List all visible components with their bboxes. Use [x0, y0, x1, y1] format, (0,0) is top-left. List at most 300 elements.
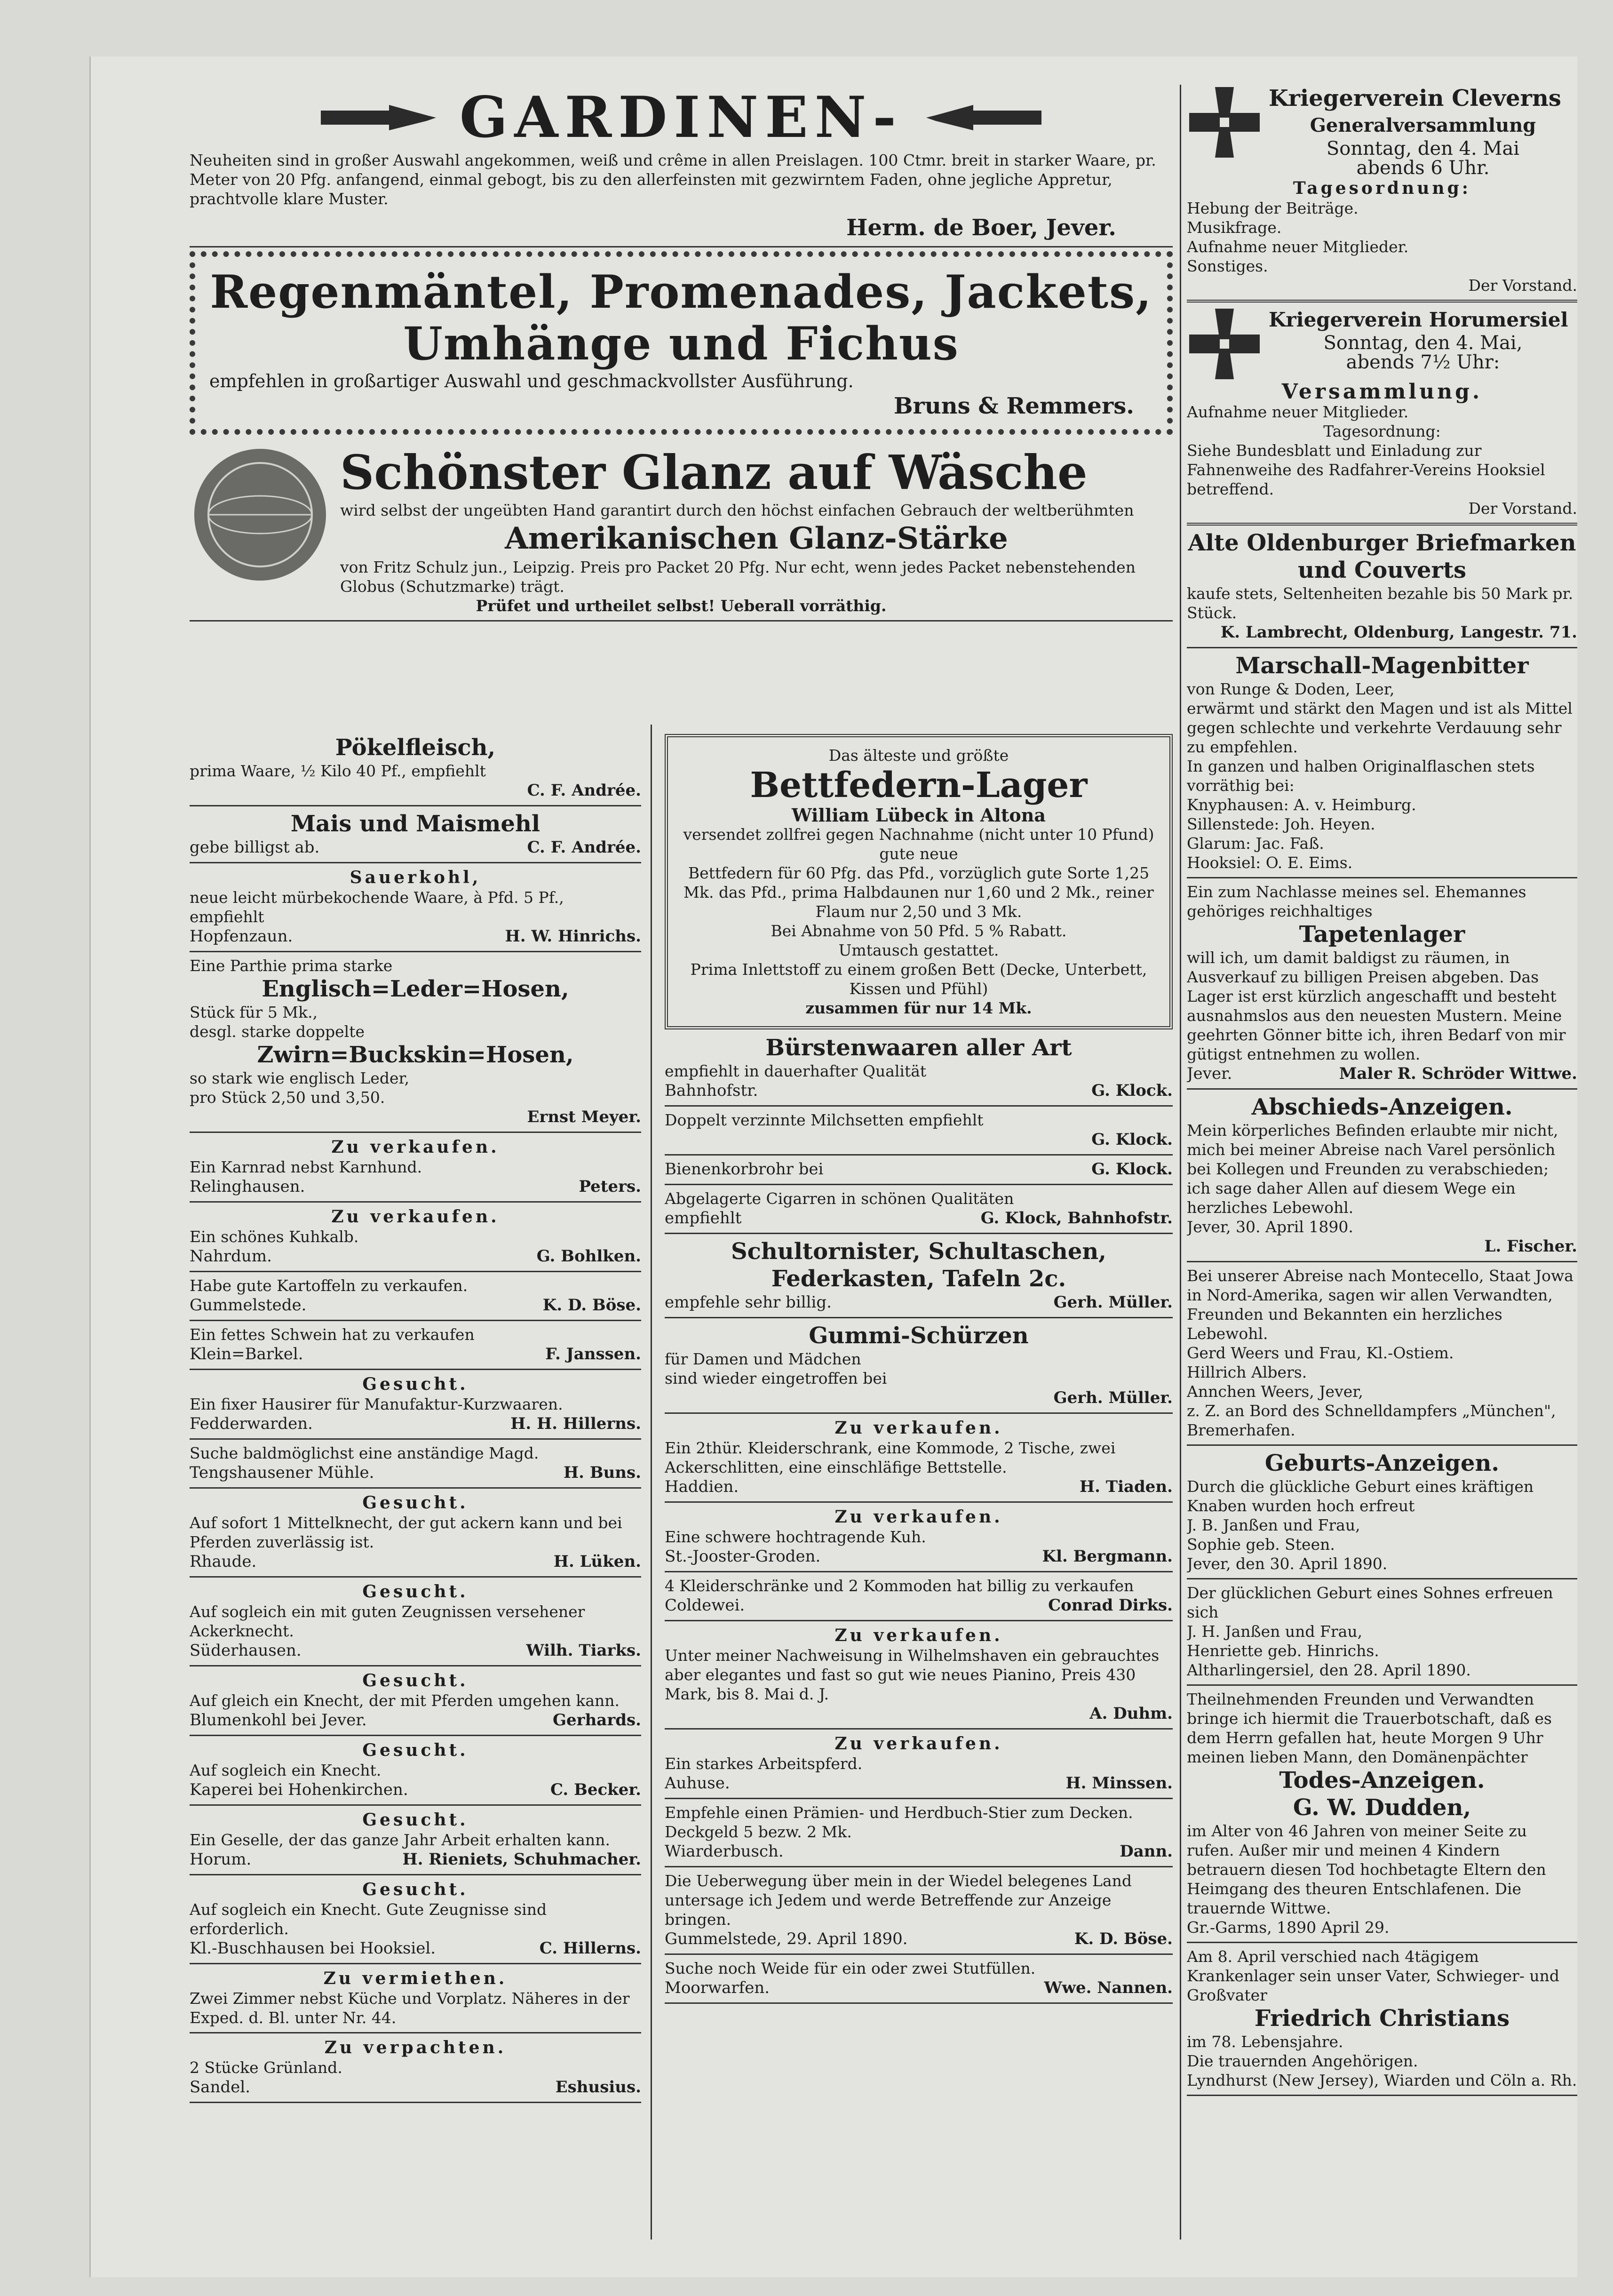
bettfedern-sub: William Lübeck in Altona [792, 805, 1046, 826]
krieger1-sub: Generalversammlung [1310, 114, 1536, 136]
divider [190, 1132, 641, 1133]
ad-place: Moorwarfen. [665, 1978, 770, 1997]
ad-name: G. W. Dudden, [1293, 1794, 1471, 1821]
ad-signature-row [1187, 1064, 1577, 1084]
globe-trademark-seal-icon [190, 444, 331, 585]
ad-text: Hillrich Albers. [1187, 1363, 1307, 1381]
classified-ad [665, 1625, 1173, 1723]
ad-text: Sillenstede: Joh. Heyen. [1187, 815, 1375, 833]
ad-place: Hopfenzaun. [190, 927, 293, 946]
ad-signature-row [665, 1595, 1173, 1615]
krieger1-agenda-item: Hebung der Beiträge. [1187, 199, 1359, 217]
ad-place: Horum. [190, 1850, 252, 1869]
divider [190, 2032, 641, 2033]
ad-signature: Wwe. Nannen. [1044, 1978, 1173, 1997]
ad-text: Am 8. April verschied nach 4tägigem Krankenlager sein unser Vater, Schwieger- und Großvater [1187, 1947, 1560, 2004]
divider [190, 1665, 641, 1666]
ad-text: Eine Parthie prima starke [190, 957, 393, 975]
divider [1187, 877, 1577, 878]
ad-heading: Zu verkaufen. [331, 1137, 500, 1157]
ad-signature: C. F. Andrée. [527, 838, 641, 857]
ad-title: Geburts-Anzeigen. [1264, 1450, 1500, 1476]
ad-text: Auf gleich ein Knecht, der mit Pferden umgehen kann. [190, 1691, 620, 1710]
classified-ad [665, 1803, 1173, 1861]
ad-signature: G. Klock, Bahnhofstr. [980, 1209, 1173, 1228]
ad-signature-row [665, 1704, 1173, 1723]
ad-text: Ein schönes Kuhkalb. [190, 1228, 359, 1246]
ad-title: Zwirn=Buckskin=Hosen, [257, 1042, 574, 1068]
ad-text: sind wieder eingetroffen bei [665, 1369, 887, 1387]
ad-text: Ein Karnrad nebst Karnhund. [190, 1158, 422, 1176]
ad-text: J. B. Janßen und Frau, [1187, 1516, 1360, 1534]
ad-signature: Ernst Meyer. [527, 1108, 641, 1126]
ad-signature: H. Minssen. [1065, 1774, 1173, 1793]
ad-signature-row [665, 1081, 1173, 1100]
ad-signature-row [665, 1978, 1173, 1998]
ad-text: prima Waare, ½ Kilo 40 Pf., empfiehlt [190, 762, 486, 780]
bettfedern-line: Bei Abnahme von 50 Pfd. 5 % Rabatt. [771, 922, 1067, 940]
ad-signature-row [665, 1773, 1173, 1793]
column-rule-right [1180, 85, 1181, 2240]
ad-signature-row [190, 1344, 641, 1364]
krieger1-agenda-item: Musikfrage. [1187, 218, 1282, 237]
ad-signature: G. Klock. [1091, 1081, 1173, 1100]
ad-place: gebe billigst ab. [190, 838, 320, 857]
ad-kriegerverein-horumersiel [1187, 306, 1577, 518]
divider [190, 620, 1173, 622]
glanz-title: Schönster Glanz auf Wäsche [340, 445, 1088, 500]
gardinen-body: Neuheiten sind in großer Auswahl angekommen, weiß und crême in allen Preislagen. 100 Ctmr. breit in starker Waare, pr. Meter von 20 Pfg. anfangend, einmal gebogt, bis zu den allerfeinsten mit gezwirntem Faden, ohne jegliche Appretur, prachtvolle klare Muster. [190, 151, 1156, 208]
pointing-hand-right-icon [318, 101, 441, 134]
ad-title: Bürstenwaaren aller Art [765, 1035, 1072, 1061]
ad-signature: Gerh. Müller. [1053, 1293, 1173, 1312]
ad-name: Friedrich Christians [1254, 2005, 1510, 2032]
ad-text: Zwei Zimmer nebst Küche und Vorplatz. Näheres in der Exped. d. Bl. unter Nr. 44. [190, 1989, 630, 2027]
ad-heading: Zu verkaufen. [834, 1418, 1003, 1438]
krieger2-date: Sonntag, den 4. Mai, [1323, 332, 1523, 354]
ad-text: Jever, den 30. April 1890. [1187, 1555, 1388, 1573]
divider [1187, 523, 1577, 526]
divider [665, 1728, 1173, 1730]
ad-place: Blumenkohl bei Jever. [190, 1711, 367, 1730]
ad-text: kaufe stets, Seltenheiten bezahle bis 50 Mark pr. Stück. [1187, 584, 1573, 622]
classified-ad [665, 1110, 1173, 1149]
ad-title: Marschall-Magenbitter [1235, 653, 1529, 679]
divider [190, 2102, 641, 2103]
column-left [190, 85, 1173, 625]
divider [665, 1620, 1173, 1621]
ad-heading: Gesucht. [362, 1810, 469, 1830]
ad-heading: Gesucht. [362, 1740, 469, 1760]
ad-title: Todes-Anzeigen. [1279, 1767, 1485, 1794]
krieger2-sub: Versammlung. [1281, 380, 1483, 404]
ad-bettfedern [665, 734, 1173, 1029]
ad-text: erwärmt und stärkt den Magen und ist als Mittel gegen schlechte und verkehrte Verdauung sehr zu empfehlen. [1187, 699, 1573, 756]
ad-signature-row [190, 837, 641, 857]
ad-kriegerverein-cleverns [1187, 85, 1577, 295]
ad-signature: Kl. Bergmann. [1042, 1547, 1173, 1566]
ad-text: Doppelt verzinnte Milchsetten empfiehlt [665, 1111, 984, 1129]
column-middle [665, 734, 1173, 2008]
ad-signature-row [190, 1710, 641, 1730]
classified-ad [665, 1418, 1173, 1497]
ad-signature: C. Hillerns. [539, 1939, 641, 1958]
ad-text: empfiehlt in dauerhafter Qualität [665, 1062, 927, 1080]
ad-signature-row [1187, 622, 1577, 642]
ad-signature: H. H. Hillerns. [510, 1414, 641, 1433]
ad-text: Hooksiel: O. E. Eims. [1187, 853, 1353, 872]
ad-text: Eine schwere hochtragende Kuh. [665, 1528, 926, 1546]
classified-ad [665, 1733, 1173, 1793]
ad-signature-row [190, 1780, 641, 1800]
classified-ad [1187, 1450, 1577, 1573]
divider [665, 1154, 1173, 1156]
regenmaentel-line3: empfehlen in großartiger Auswahl und geschmackvollster Ausführung. [209, 371, 854, 391]
gardinen-signature: Herm. de Boer, Jever. [846, 215, 1116, 241]
ad-signature: Dann. [1120, 1842, 1173, 1861]
ad-signature: C. F. Andrée. [527, 781, 641, 800]
ad-text: In ganzen und halben Originalflaschen stets vorräthig bei: [1187, 757, 1535, 795]
ad-signature-row [665, 1388, 1173, 1408]
ad-signature-row [190, 1414, 641, 1434]
ad-text: Gr.-Garms, 1890 April 29. [1187, 1918, 1390, 1937]
ad-signature-row [190, 1938, 641, 1958]
ad-signature: G. Klock. [1091, 1160, 1173, 1179]
ad-text: Henriette geb. Hinrichs. [1187, 1642, 1379, 1660]
ad-signature: Conrad Dirks. [1048, 1596, 1173, 1615]
ad-place: Kl.-Buschhausen bei Hooksiel. [190, 1939, 436, 1958]
ad-signature-row [190, 1295, 641, 1315]
divider [190, 1963, 641, 1964]
ad-text: Auf sogleich ein mit guten Zeugnissen versehener Ackerknecht. [190, 1602, 585, 1640]
divider [190, 1201, 641, 1203]
ad-title: Alte Oldenburger Briefmarken und Couverts [1188, 530, 1576, 583]
ad-text: Die Ueberwegung über mein in der Wiedel belegenes Land untersage ich Jedem und werde Betreffende zur Anzeige bringen. [665, 1872, 1132, 1929]
ad-signature-row [665, 1842, 1173, 1861]
bettfedern-intro: Das älteste und größte [828, 746, 1009, 765]
ad-text: z. Z. an Bord des Schnelldampfers „München", Bremerhafen. [1187, 1402, 1556, 1439]
ad-text: im Alter von 46 Jahren von meiner Seite zu rufen. Außer mir und meinen 4 Kindern betrauern diesen Tod hochbetagte Eltern den Heimgang des theuren Entschlafenen. Die trauernde Wittwe. [1187, 1822, 1546, 1917]
ad-heading: Gesucht. [362, 1582, 469, 1602]
divider [665, 1501, 1173, 1503]
classified-ad [190, 1810, 641, 1869]
ad-signature-row [665, 1547, 1173, 1566]
classified-ad [190, 1581, 641, 1660]
ad-heading: Zu vermiethen. [323, 1969, 508, 1988]
bettfedern-title: Bettfedern-Lager [750, 765, 1088, 805]
iron-cross-icon [1187, 306, 1262, 382]
ad-place: Relinghausen. [190, 1177, 305, 1196]
ad-signature: H. Tiaden. [1079, 1477, 1173, 1496]
krieger1-time: abends 6 Uhr. [1356, 157, 1490, 179]
ad-text: Die trauernden Angehörigen. [1187, 2052, 1418, 2070]
ad-signature-row [190, 926, 641, 946]
divider [665, 1798, 1173, 1799]
classified-ad [1187, 882, 1577, 1084]
divider [1187, 1444, 1577, 1446]
regenmaentel-line1: Regenmäntel, Promenades, Jackets, [210, 265, 1152, 319]
ad-text: für Damen und Mädchen [665, 1350, 861, 1368]
divider [665, 1105, 1173, 1107]
ad-signature-row [190, 1552, 641, 1571]
ad-signature: Eshusius. [555, 2078, 641, 2097]
classified-ad [1187, 1093, 1577, 1256]
ad-text: desgl. starke doppelte [190, 1022, 365, 1041]
ad-place: empfehle sehr billig. [665, 1293, 832, 1312]
ad-text: von Runge & Doden, Leer, [1187, 680, 1395, 698]
column-rule-left [651, 725, 652, 2240]
classified-ad [665, 1959, 1173, 1998]
column-left-small-ads [190, 734, 641, 2107]
ad-place: Rhaude. [190, 1552, 257, 1571]
classified-ad [190, 734, 641, 800]
divider [190, 805, 641, 806]
ad-title: Mais und Maismehl [290, 811, 540, 837]
krieger1-signature: Der Vorstand. [1468, 276, 1577, 295]
classified-ad [190, 1325, 641, 1364]
ad-place: Auhuse. [665, 1774, 730, 1793]
ad-place: Kaperei bei Hohenkirchen. [190, 1780, 408, 1799]
classified-ad [190, 1968, 641, 2027]
divider [1187, 1261, 1577, 1262]
ad-text: Ein zum Nachlasse meines sel. Ehemannes gehöriges reichhaltiges [1187, 883, 1526, 920]
krieger1-title: Kriegerverein Cleverns [1269, 85, 1561, 112]
ad-signature: Gerhards. [553, 1711, 641, 1730]
ad-signature-row [190, 1246, 641, 1266]
divider [1187, 1942, 1577, 1943]
ad-heading: Zu verkaufen. [834, 1507, 1003, 1527]
ad-signature: K. D. Böse. [542, 1296, 641, 1315]
gardinen-title-row [190, 85, 1173, 151]
ad-signature-row [190, 1107, 641, 1127]
classified-ad [190, 1670, 641, 1730]
ad-signature: H. Buns. [564, 1463, 641, 1482]
classified-ad [190, 1492, 641, 1571]
divider [1187, 647, 1577, 648]
divider [190, 1735, 641, 1736]
classified-ad [190, 1137, 641, 1196]
ad-place: Jever. [1187, 1064, 1232, 1083]
ad-text: J. H. Janßen und Frau, [1187, 1622, 1363, 1641]
bettfedern-line: Bettfedern für 60 Pfg. das Pfd., vorzüglich gute Sorte 1,25 Mk. das Pfd., prima Halbdaunen nur 1,60 und 2 Mk., reiner Flaum nur 2,50 und 3 Mk. [683, 864, 1154, 921]
ad-text: Lyndhurst (New Jersey), Wiarden und Cöln a. Rh. [1187, 2071, 1577, 2089]
ad-text: Stück für 5 Mk., [190, 1003, 318, 1021]
ad-place: Wiarderbusch. [665, 1842, 784, 1861]
divider [190, 1369, 641, 1370]
ad-title: Tapetenlager [1299, 921, 1465, 948]
krieger1-agenda-item: Sonstiges. [1187, 257, 1268, 275]
ad-text: Empfehle einen Prämien- und Herdbuch-Stier zum Decken. Deckgeld 5 bezw. 2 Mk. [665, 1803, 1133, 1841]
classified-ad [190, 1206, 641, 1266]
ad-place: St.-Jooster-Groden. [665, 1547, 821, 1566]
ad-title: Englisch=Leder=Hosen, [262, 976, 569, 1002]
ad-title: Schultornister, Schultaschen, Federkasten, Tafeln 2c. [731, 1238, 1106, 1292]
classified-ad [665, 1576, 1173, 1615]
divider [665, 1317, 1173, 1318]
ad-text: Suche noch Weide für ein oder zwei Stutfüllen. [665, 1959, 1036, 1977]
ad-text: 2 Stücke Grünland. [190, 2058, 342, 2077]
classified-ad [190, 1374, 641, 1434]
divider [665, 1412, 1173, 1414]
divider [665, 2002, 1173, 2004]
divider [1187, 300, 1577, 303]
ad-signature: K. Lambrecht, Oldenburg, Langestr. 71. [1220, 623, 1577, 642]
classified-ad [190, 867, 641, 946]
ad-text: Auf sofort 1 Mittelknecht, der gut ackern kann und bei Pferden zuverlässig ist. [190, 1514, 622, 1551]
divider [190, 1320, 641, 1321]
classified-ad [665, 1322, 1173, 1408]
ad-heading: Gesucht. [362, 1671, 469, 1690]
krieger2-signature: Der Vorstand. [1468, 499, 1577, 518]
ad-text: Ein fettes Schwein hat zu verkaufen [190, 1325, 475, 1344]
bettfedern-line: versendet zollfrei gegen Nachnahme (nicht unter 10 Pfund) gute neue [683, 825, 1154, 863]
ad-place: Klein=Barkel. [190, 1345, 303, 1363]
glanz-footer: Prüfet und urtheilet selbst! Ueberall vorräthig. [476, 597, 887, 615]
divider [665, 1184, 1173, 1185]
ad-text: so stark wie englisch Leder, [190, 1069, 410, 1087]
ad-place: Gummelstede. [190, 1296, 307, 1315]
ad-title: Gummi-Schürzen [809, 1323, 1029, 1349]
krieger2-line: Tagesordnung: [1323, 422, 1441, 440]
ad-place: Tengshausener Mühle. [190, 1463, 374, 1482]
glanz-body1: wird selbst der ungeübten Hand garantirt durch den höchst einfachen Gebrauch der weltberühmten [340, 501, 1134, 519]
pointing-hand-left-icon [922, 101, 1044, 134]
divider [190, 1576, 641, 1578]
classified-ad [190, 1879, 641, 1958]
ad-signature-row [665, 1208, 1173, 1228]
divider [190, 1874, 641, 1875]
ad-signature-row [190, 1850, 641, 1869]
ad-text: neue leicht mürbekochende Waare, à Pfd. 5 Pf., empfiehlt [190, 888, 564, 926]
divider [665, 1571, 1173, 1572]
ad-text: Ein Geselle, der das ganze Jahr Arbeit erhalten kann. [190, 1831, 610, 1849]
ad-signature: Wilh. Tiarks. [526, 1641, 641, 1660]
ad-text: 4 Kleiderschränke und 2 Kommoden hat billig zu verkaufen [665, 1577, 1134, 1595]
iron-cross-icon [1187, 85, 1262, 160]
ad-signature: F. Janssen. [545, 1345, 641, 1363]
ad-text: Habe gute Kartoffeln zu verkaufen. [190, 1276, 468, 1295]
classified-ad [1187, 652, 1577, 872]
ad-text: will ich, um damit baldigst zu räumen, in Ausverkauf zu billigen Preisen abgeben. Das Lager ist erst kürzlich angeschafft und besteht ausnahmslos aus den neuesten Mustern. Meine geehrten Gönner bitte ich, ihren Bedarf von mir gütigst entnehmen zu wollen. [1187, 949, 1566, 1063]
divider [1187, 1578, 1577, 1579]
regenmaentel-signature: Bruns & Remmers. [893, 393, 1134, 419]
krieger1-agenda-head: Tagesordnung: [1293, 178, 1471, 198]
ad-heading: Zu verkaufen. [331, 1207, 500, 1227]
ad-text: Glarum: Jac. Faß. [1187, 834, 1324, 853]
classified-ad [1187, 1583, 1577, 1680]
classified-ad [190, 1276, 641, 1315]
ad-signature-row [190, 2077, 641, 2097]
ad-place: empfiehlt [665, 1209, 742, 1228]
ad-signature-row [1187, 1236, 1577, 1256]
divider [190, 1271, 641, 1272]
classified-ad [1187, 1690, 1577, 1937]
classified-ad [190, 810, 641, 857]
ad-heading: Sauerkohl, [350, 868, 481, 887]
krieger2-title: Kriegerverein Horumersiel [1269, 308, 1568, 331]
ad-signature: L. Fischer. [1484, 1237, 1577, 1256]
ad-gardinen [190, 85, 1173, 241]
ad-signature: G. Bohlken. [536, 1247, 641, 1266]
ad-place: Bahnhofstr. [665, 1081, 758, 1100]
divider [1187, 1684, 1577, 1686]
ad-place: Gummelstede, 29. April 1890. [665, 1929, 908, 1948]
ad-place: Bienenkorbrohr bei [665, 1160, 824, 1179]
glanz-product: Amerikanischen Glanz-Stärke [505, 521, 1008, 556]
krieger1-agenda-item: Aufnahme neuer Mitglieder. [1187, 238, 1409, 256]
ad-signature: C. Becker. [550, 1780, 641, 1799]
ad-text: Ein fixer Hausirer für Manufaktur-Kurzwaaren. [190, 1395, 563, 1413]
divider [190, 1804, 641, 1806]
ad-title: Pökelfleisch, [335, 734, 496, 761]
classified-ad [190, 1443, 641, 1483]
bettfedern-line: zusammen für nur 14 Mk. [805, 999, 1032, 1017]
classified-ad [190, 956, 641, 1127]
ad-heading: Zu verpachten. [324, 2038, 507, 2057]
glanz-body2: von Fritz Schulz jun., Leipzig. Preis pro Packet 20 Pfg. Nur echt, wenn jedes Packet nebenstehenden Globus (Schutzmarke) trägt. [340, 558, 1136, 596]
ad-text: Der glücklichen Geburt eines Sohnes erfreuen sich [1187, 1584, 1553, 1621]
ad-text: Auf sogleich ein Knecht. Gute Zeugnisse sind erforderlich. [190, 1900, 547, 1938]
ad-signature-row [190, 1177, 641, 1196]
ad-heading: Gesucht. [362, 1493, 469, 1513]
ad-signature-row [665, 1292, 1173, 1312]
ad-text: Mein körperliches Befinden erlaubte mir nicht, mich bei meiner Abreise nach Varel persönlich bei Kollegen und Freunden zu verabschieden; ich sage daher Allen auf diesem Wege ein herzliches Lebewohl. [1187, 1121, 1558, 1217]
classified-ad [1187, 1266, 1577, 1440]
divider [190, 951, 641, 952]
divider [1187, 2095, 1577, 2096]
classified-ad [665, 1159, 1173, 1179]
classified-ad [665, 1189, 1173, 1228]
ad-text: Auf sogleich ein Knecht. [190, 1761, 381, 1779]
ad-heading: Zu verkaufen. [834, 1626, 1003, 1645]
krieger2-line: Siehe Bundesblatt und Einladung zur Fahnenweihe des Radfahrer-Vereins Hooksiel betreffend. [1187, 441, 1545, 498]
ad-signature-row [190, 781, 641, 800]
ad-signature-row [665, 1130, 1173, 1149]
ad-heading: Zu verkaufen. [834, 1734, 1003, 1754]
divider [665, 1866, 1173, 1867]
ad-text: Abgelagerte Cigarren in schönen Qualitäten [665, 1189, 1014, 1208]
classified-ad [1187, 1947, 1577, 2090]
classified-ad [665, 1034, 1173, 1100]
classified-ad [665, 1871, 1173, 1949]
ad-text: pro Stück 2,50 und 3,50. [190, 1088, 385, 1107]
ad-signature-row [190, 1463, 641, 1483]
bettfedern-line: Umtausch gestattet. [838, 941, 999, 959]
ad-text: Gerd Weers und Frau, Kl.-Ostiem. [1187, 1344, 1454, 1362]
divider [1187, 1088, 1577, 1090]
ad-place: Haddien. [665, 1477, 739, 1496]
ad-signature-row [665, 1477, 1173, 1497]
ad-place: Coldewei. [665, 1596, 745, 1615]
ad-text: Suche baldmöglichst eine anständige Magd. [190, 1444, 539, 1462]
krieger2-time: abends 7½ Uhr: [1346, 351, 1500, 373]
ad-signature: G. Klock. [1091, 1130, 1173, 1149]
ad-text: Ein starkes Arbeitspferd. [665, 1754, 863, 1773]
ad-place: Fedderwarden. [190, 1414, 313, 1433]
krieger1-date: Sonntag, den 4. Mai [1326, 138, 1520, 159]
ad-place: Nahrdum. [190, 1247, 272, 1266]
ad-regenmaentel [190, 251, 1173, 435]
ad-signature: H. W. Hinrichs. [505, 927, 641, 946]
ad-signature-row [665, 1929, 1173, 1949]
regenmaentel-line2: Umhänge und Fichus [403, 317, 959, 370]
ad-signature-row [190, 1641, 641, 1660]
krieger2-line: Aufnahme neuer Mitglieder. [1187, 403, 1409, 421]
column-right [1187, 85, 1577, 2100]
divider [665, 1953, 1173, 1955]
ad-glanz [190, 444, 1173, 615]
classified-ad [190, 1740, 641, 1800]
